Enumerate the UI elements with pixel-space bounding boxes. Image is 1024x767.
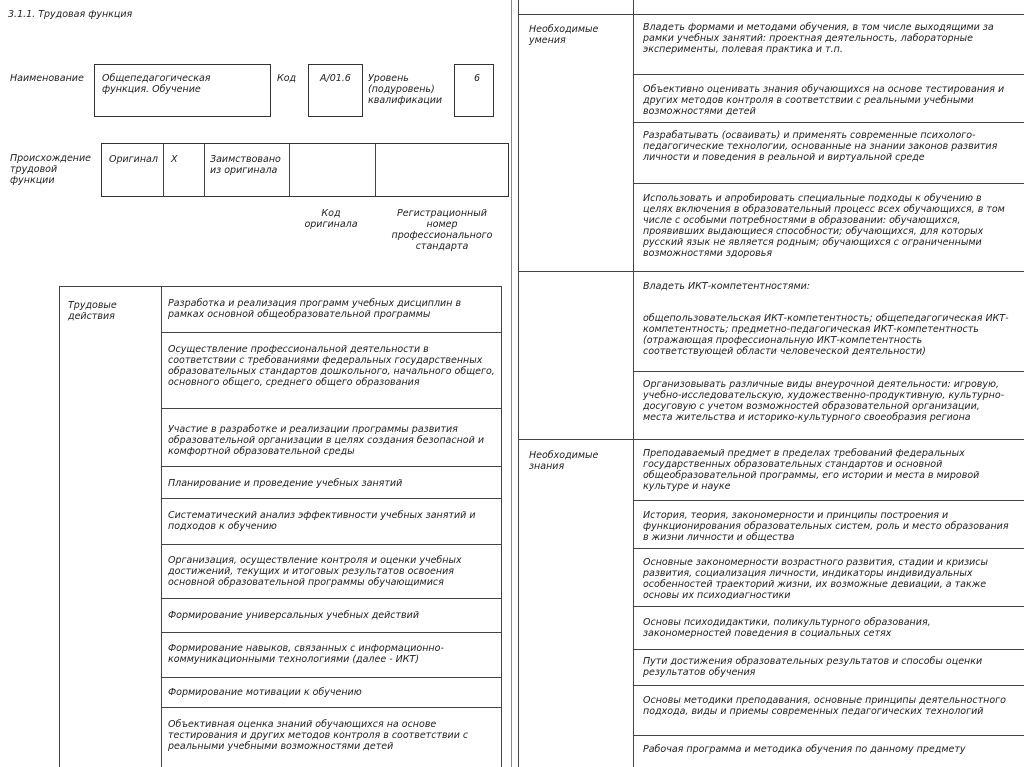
- knowledge-item: Преподаваемый предмет в пределах требований федеральных государственных образовательных стандартов и основной общеобразовательной программы, его истории и места в мировой культуре и науке: [643, 448, 980, 492]
- skill-ikt-head: Владеть ИКТ-компетентностями:: [643, 281, 810, 292]
- origin-mark: X: [171, 154, 178, 165]
- knowledge-item: Основы психодидактики, поликультурного образования, закономерностей поведения в социальных сетях: [643, 617, 931, 639]
- level-value-box: [454, 64, 494, 117]
- code-label: Код: [277, 73, 297, 84]
- level-value: 6: [474, 73, 481, 84]
- origin-original: Оригинал: [109, 154, 158, 165]
- name-label: Наименование: [10, 73, 84, 84]
- code-value: А/01.6: [320, 73, 351, 84]
- knowledge-item: Пути достижения образовательных результатов и способы оценки результатов обучения: [643, 656, 983, 678]
- knowledge-item: Основные закономерности возрастного развития, стадии и кризисы развития, социализация личности, индикаторы индивидуальных особенностей траекторий жизни, их возможные девиации, а также основы их психодиагностики: [643, 557, 989, 601]
- required-skills-label: Необходимые умения: [529, 24, 599, 46]
- labor-action-item: Формирование навыков, связанных с информационно-коммуникационными технологиями (далее - ИКТ): [168, 643, 444, 665]
- name-value: Общепедагогическая функция. Обучение: [102, 73, 211, 95]
- labor-action-item: Осуществление профессиональной деятельности в соответствии с требованиями федеральных государственных образовательных стандартов дошкольного, начального общего, основного общего, среднего общего образования: [168, 344, 495, 388]
- knowledge-item: История, теория, закономерности и принципы построения и функционирования образовательных систем, роль и место образования в жизни личности и общества: [643, 510, 1009, 543]
- labor-action-item: Формирование универсальных учебных действий: [168, 610, 420, 621]
- labor-action-item: Систематический анализ эффективности учебных занятий и подходов к обучению: [168, 510, 476, 532]
- labor-action-item: Формирование мотивации к обучению: [168, 687, 362, 698]
- level-label: Уровень (подуровень) квалификации: [368, 73, 443, 106]
- skill-item-extra: Организовывать различные виды внеурочной деятельности: игровую, учебно-исследовательскую, художественно-продуктивную, культурно-досуговую с учетом возможностей образовательной организации, места жительства и историко-культурного своеобразия региона: [643, 379, 1005, 423]
- skill-item: Объективно оценивать знания обучающихся на основе тестирования и других методов контроля в соответствии с реальными учебными возможностями детей: [643, 84, 1005, 117]
- required-knowledge-label: Необходимые знания: [529, 450, 599, 472]
- skill-item: Владеть формами и методами обучения, в том числе выходящими за рамки учебных занятий: проектная деятельность, лабораторные эксперименты, полевая практика и т.п.: [643, 22, 994, 55]
- page-divider: [511, 0, 512, 767]
- origin-borrowed: Заимствовано из оригинала: [210, 154, 281, 176]
- knowledge-item: Основы методики преподавания, основные принципы деятельностного подхода, виды и приемы современных педагогических технологий: [643, 695, 1006, 717]
- name-value-box: [94, 64, 271, 117]
- section-title: 3.1.1. Трудовая функция: [8, 9, 133, 20]
- labor-action-item: Разработка и реализация программ учебных дисциплин в рамках основной общеобразовательной программы: [168, 298, 462, 320]
- code-original-caption: Код оригинала: [304, 208, 358, 230]
- origin-table: [101, 143, 509, 197]
- labor-action-item: Планирование и проведение учебных занятий: [168, 478, 403, 489]
- labor-action-item: Организация, осуществление контроля и оценки учебных достижений, текущих и итоговых результатов освоения основной образовательной программы обучающимися: [168, 555, 462, 588]
- competency-table: [518, 0, 1024, 767]
- code-value-box: [308, 64, 363, 117]
- origin-label: Происхождение трудовой функции: [10, 153, 92, 186]
- labor-actions-table: [59, 286, 502, 767]
- labor-action-item: Участие в разработке и реализации программы развития образовательной организации в целях создания безопасной и комфортной образовательной среды: [168, 424, 484, 457]
- labor-action-item: Объективная оценка знаний обучающихся на основе тестирования и других методов контроля в соответствии с реальными учебными возможностями детей: [168, 719, 469, 752]
- skill-item: Разрабатывать (осваивать) и применять современные психолого-педагогические технологии, основанные на знании законов развития личности и поведения в реальной и виртуальной среде: [643, 130, 998, 163]
- skill-ikt-body: общепользовательская ИКТ-компетентность; общепедагогическая ИКТ-компетентность; предметно-педагогическая ИКТ-компетентность (отражающая профессиональную ИКТ-компетентность соответствующей области человеческой деятельности): [643, 313, 1009, 357]
- skill-item: Использовать и апробировать специальные подходы к обучению в целях включения в образовательный процесс всех обучающихся, в том числе с особыми потребностями в образовании: обучающихся, проявивших выдающиеся способности; обучающихся, для которых русский язык не является родным; обучающихся с ограниченными возможностями здоровья: [643, 193, 1005, 259]
- reg-number-caption: Регистрационный номер профессионального стандарта: [391, 208, 493, 252]
- knowledge-item: Рабочая программа и методика обучения по данному предмету: [643, 744, 966, 755]
- labor-actions-label: Трудовые действия: [68, 300, 117, 322]
